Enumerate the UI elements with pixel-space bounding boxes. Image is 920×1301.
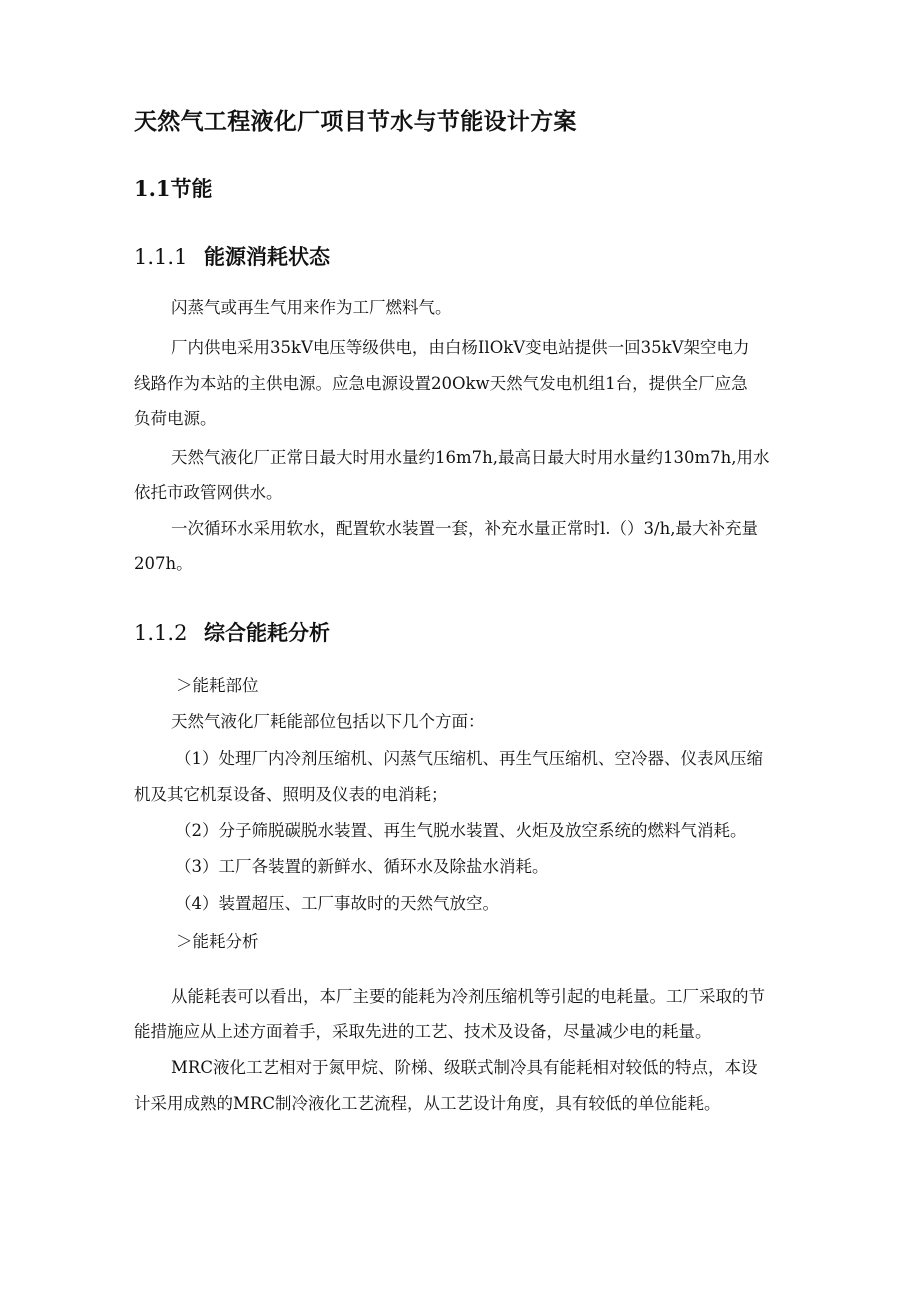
section-1-1-1-title: 能源消耗状态 (204, 244, 330, 269)
paragraph-analysis-2-line-2: 计采用成熟的MRC制冷液化工艺流程，从工艺设计角度，具有较低的单位能耗。 (134, 1094, 721, 1113)
paragraph-power-line-2: 线路作为本站的主供电源。应急电源设置20Okw天然气发电机组1台，提供全厂应急 (134, 374, 748, 393)
section-1-1-1-heading (134, 241, 330, 271)
section-1-1-2-heading (134, 617, 330, 647)
section-1-1-2-number: 1.1.2 (134, 621, 188, 645)
document-title: 天然气工程液化厂项目节水与节能设计方案 (134, 108, 577, 135)
list-item-3: （3）工厂各装置的新鲜水、循环水及除盐水消耗。 (175, 857, 549, 876)
list-item-2: （2）分子筛脱碳脱水装置、再生气脱水装置、火炬及放空系统的燃料气消耗。 (175, 821, 747, 840)
subheading-energy-analysis: ＞能耗分析 (176, 932, 259, 951)
paragraph-water-line-2: 依托市政管网供水。 (134, 483, 283, 502)
section-1-1-1-number: 1.1.1 (134, 245, 188, 269)
section-1-1-heading: 1.1节能 (134, 176, 213, 201)
paragraph-power-line-1: 厂内供电采用35kV电压等级供电，由白杨IlOkV变电站提供一回35kV架空电力 (171, 338, 750, 357)
paragraph-softwater-line-2: 207h。 (134, 554, 193, 573)
paragraph-softwater-line-1: 一次循环水采用软水，配置软水装置一套，补充水量正常时l.（）3∕h,最大补充量 (171, 519, 758, 538)
paragraph-analysis-1-line-2: 能措施应从上述方面着手，采取先进的工艺、技术及设备，尽量减少电的耗量。 (134, 1022, 712, 1041)
paragraph-power-line-3: 负荷电源。 (134, 409, 217, 428)
list-item-1-line-2: 机及其它机泵设备、照明及仪表的电消耗； (134, 785, 448, 804)
list-item-4: （4）装置超压、工厂事故时的天然气放空。 (175, 894, 499, 913)
paragraph-water-line-1: 天然气液化厂正常日最大时用水量约16m7h,最高日最大时用水量约130m7h,用水 (171, 448, 770, 467)
list-item-1-line-1: （1）处理厂内冷剂压缩机、闪蒸气压缩机、再生气压缩机、空冷器、仪表风压缩 (175, 749, 763, 768)
paragraph-analysis-1-line-1: 从能耗表可以看出，本厂主要的能耗为冷剂压缩机等引起的电耗量。工厂采取的节 (171, 987, 765, 1006)
paragraph-fuel-gas: 闪蒸气或再生气用来作为工厂燃料气。 (171, 298, 452, 317)
paragraph-parts-intro: 天然气液化厂耗能部位包括以下几个方面： (171, 712, 485, 731)
subheading-energy-parts: ＞能耗部位 (176, 676, 259, 695)
section-1-1-2-title: 综合能耗分析 (204, 620, 330, 645)
paragraph-analysis-2-line-1: MRC液化工艺相对于氮甲烷、阶梯、级联式制冷具有能耗相对较低的特点，本设 (171, 1058, 758, 1077)
